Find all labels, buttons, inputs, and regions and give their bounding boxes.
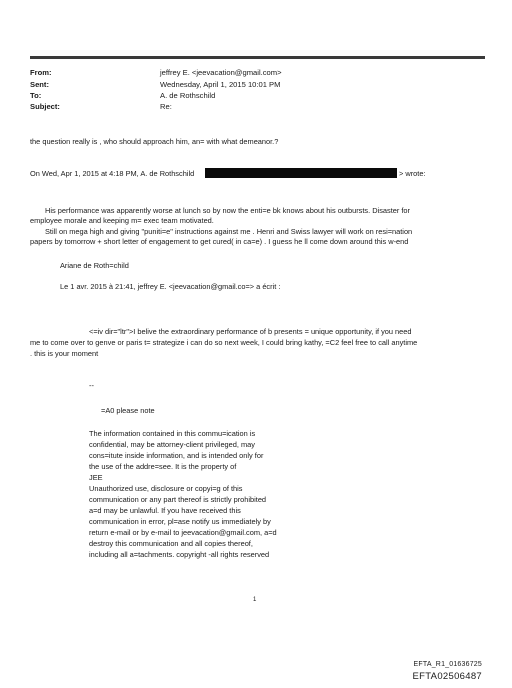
nested-line-1: <=iv dir="ltr">I belive the extraordinary performance of b presents = unique opportunity, if you need [89,327,412,336]
nested-quote-header: Le 1 avr. 2015 à 21:41, jeffrey E. <jeevacation@gmail.co=> a écrit : [60,282,281,291]
disclaimer-line: confidential, may be attorney-client privileged, may [89,440,255,449]
subject-label: Subject: [30,102,60,111]
disclaimer-line: the use of the addre=see. It is the property of [89,462,237,471]
redaction-bar [205,168,397,178]
nested-line-2: me to come over to genve or paris t= strategize i can do so next week, I could bring kathy, =C2 feel free to call anytime [30,338,418,347]
disclaimer-line: The information contained in this commu=ication is [89,429,256,438]
reply-line: the question really is , who should approach him, an= with what demeanor.? [30,137,279,146]
quote-header: On Wed, Apr 1, 2015 at 4:18 PM, A. de Rothschild [30,169,195,178]
separator-dashes: -- [89,381,94,390]
disclaimer-line: return e-mail or by e-mail to jeevacation@gmail.com, a=d [89,528,277,537]
disclaimer-line: destroy this communication and all copies thereof, [89,539,253,548]
disclaimer-line: communication in error, pl=ase notify us immediately by [89,517,271,526]
to-value: A. de Rothschild [160,91,216,100]
paragraph-2-line-1: Still on mega high and giving "puniti=e" instructions against me . Henri and Swiss lawyer will work on resi=nation [45,227,413,236]
disclaimer-line: communication or any part thereof is strictly prohibited [89,495,267,504]
to-label: To: [30,91,42,100]
sent-value: Wednesday, April 1, 2015 10:01 PM [160,80,281,89]
signature: Ariane de Roth=child [60,261,129,270]
header-rule [30,56,485,59]
sent-label: Sent: [30,80,49,89]
nested-line-3: . this is your moment [30,349,99,358]
disclaimer-line: Unauthorized use, disclosure or copyi=g of this [89,484,243,493]
paragraph-1-line-1: His performance was apparently worse at lunch so by now the enti=e bk knows about his outbursts. Disaster for [45,206,410,215]
from-value: jeffrey E. <jeevacation@gmail.com> [160,68,282,77]
page-number: 1 [253,597,257,603]
bates-number-2: EFTA02506487 [412,671,482,682]
please-note: =A0 please note [101,406,155,415]
quote-header-suffix: > wrote: [399,169,426,178]
disclaimer-line: JEE [89,473,103,482]
paragraph-2-line-2: papers by tomorrow + short letter of engagement to get cured( in ca=e) . I guess he ll come down around this w-end [30,237,409,246]
bates-number-1: EFTA_R1_01636725 [413,661,482,668]
disclaimer-line: a=d may be unlawful. If you have received this [89,506,241,515]
from-label: From: [30,68,52,77]
paragraph-1-line-2: employee morale and keeping m= exec team motivated. [30,216,214,225]
disclaimer-line: including all a=tachments. copyright -all rights reserved [89,550,270,559]
disclaimer-line: cons=itute inside information, and is intended only for [89,451,264,460]
subject-value: Re: [160,102,172,111]
